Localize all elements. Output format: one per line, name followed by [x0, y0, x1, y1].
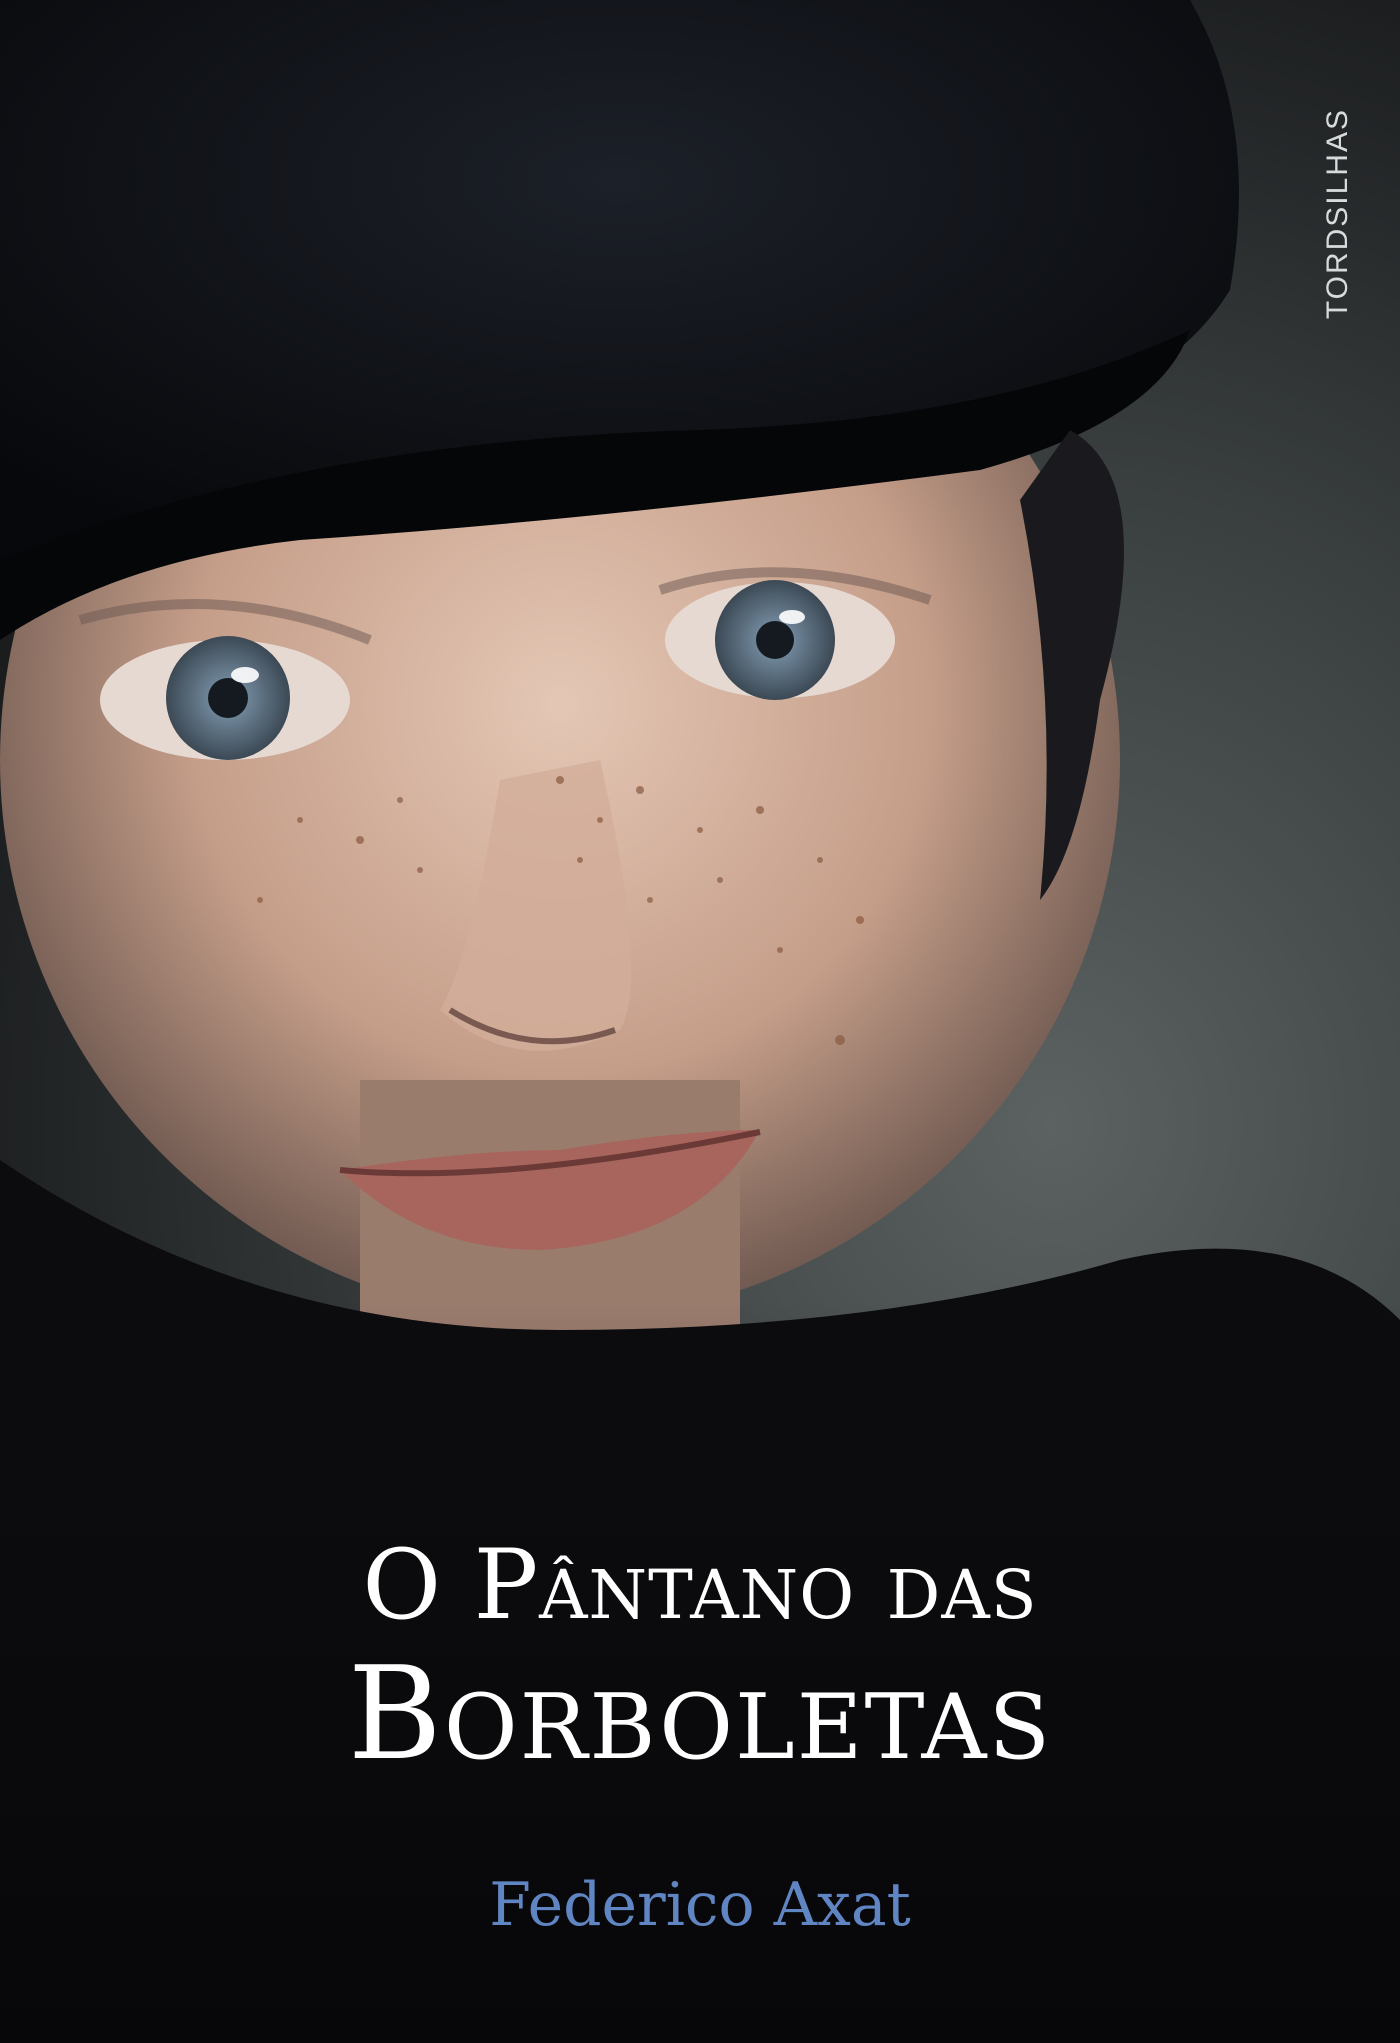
- title-line-1: O Pântano das: [362, 1529, 1038, 1641]
- author-name: Federico Axat: [489, 1870, 911, 1940]
- publisher-logo: TORDSILHAS: [1321, 108, 1354, 320]
- right-pupil: [756, 621, 794, 659]
- book-title: [0, 1530, 1400, 1790]
- title-line-2: Borboletas: [347, 1640, 1053, 1789]
- left-pupil: [208, 678, 248, 718]
